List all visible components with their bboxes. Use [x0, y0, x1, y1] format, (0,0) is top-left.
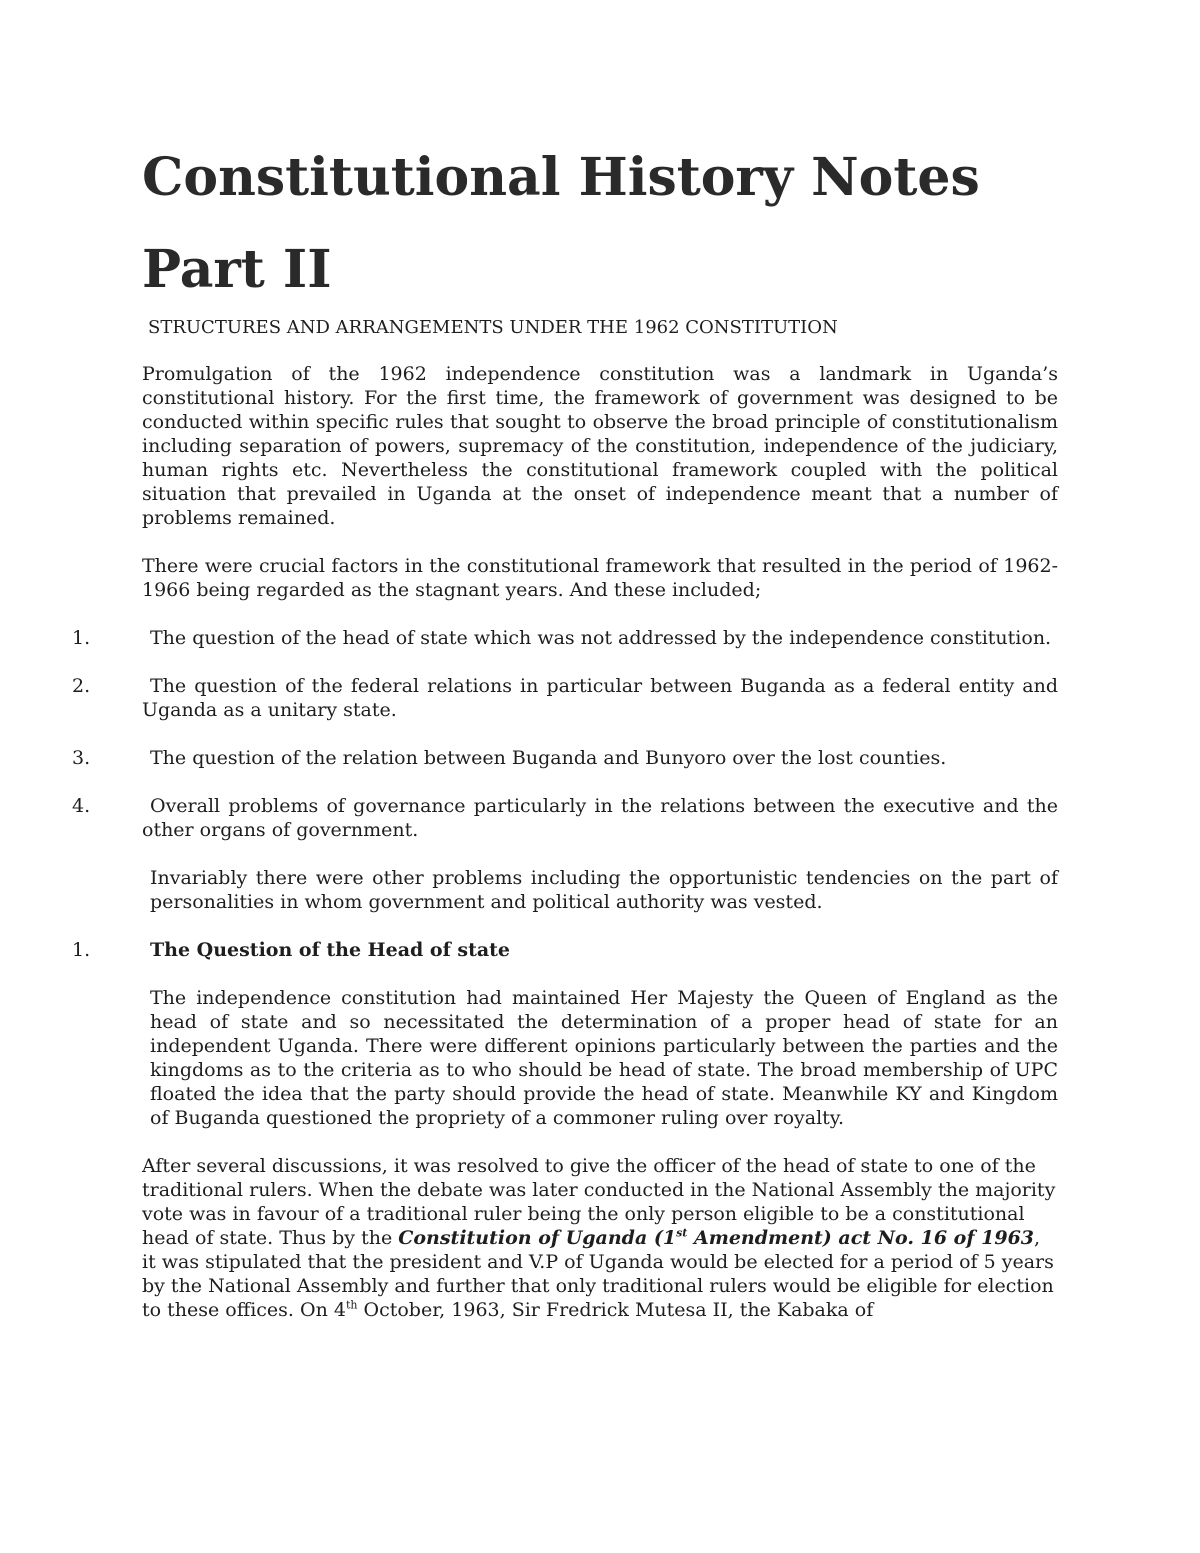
title-line-1: Constitutional History Notes [142, 147, 980, 208]
list-item [72, 794, 1058, 842]
paragraph-head-of-state: The independence constitution had maintained Her Majesty the Queen of England as the head of state and so necessitated the determination of a proper head of state for an independent Uganda. There were different opinions particularly between the parties and the kingdoms as to the criteria as to who should be head of state. The broad membership of UPC floated the idea that the party should provide the head of state. Meanwhile KY and Kingdom of Buganda questioned the propriety of a commoner ruling over royalty. [150, 987, 1058, 1129]
resolution-text-a: After several discussions, it was resolved to give the officer of the head of state to one of the traditional rulers. When the debate was later conducted in the National Assembly the majority vote was in favour of a traditional ruler being the only person eligible to be a constitutional head of state. Thus by the [142, 1155, 1056, 1249]
act-citation-part-2: Amendment) act No. 16 of 1963 [687, 1227, 1035, 1249]
list-number: 4. [72, 795, 91, 817]
resolution-text-c: October, 1963, Sir Fredrick Mutesa II, the Kabaka of [357, 1299, 874, 1321]
document-title [142, 132, 1102, 316]
title-line-2: Part II [142, 239, 332, 300]
section-heading [72, 938, 1058, 962]
list-item [72, 626, 1058, 650]
list-number: 2. [72, 675, 91, 697]
paragraph-resolution [142, 1154, 1058, 1322]
act-citation-part-1: Constitution of Uganda (1 [398, 1227, 677, 1249]
list-text: The question of the relation between Buganda and Bunyoro over the lost counties. [150, 747, 947, 769]
list-item [72, 674, 1058, 722]
list-number: 1. [72, 627, 91, 649]
list-number: 3. [72, 747, 91, 769]
date-ordinal-suffix: th [345, 1298, 358, 1312]
list-text: The question of the head of state which was not addressed by the independence constitution. [150, 627, 1052, 649]
section-number: 1. [72, 939, 91, 961]
section-subheading: STRUCTURES AND ARRANGEMENTS UNDER THE 1962 CONSTITUTION [148, 317, 838, 338]
section-heading-text: The Question of the Head of state [150, 939, 511, 961]
act-citation [398, 1227, 1034, 1249]
list-text: Overall problems of governance particularly in the relations between the executive and the other organs of government. [142, 795, 1058, 841]
list-item [72, 746, 1058, 770]
paragraph-factors: There were crucial factors in the constitutional framework that resulted in the period of 1962-1966 being regarded as the stagnant years. And these included; [142, 555, 1058, 601]
resolution-text-b: , it was stipulated that the president and V.P of Uganda would be elected for a period of 5 years by the National Assembly and further that only traditional rulers would be eligible for election to these offices. On 4 [142, 1227, 1054, 1321]
paragraph-other-problems: Invariably there were other problems including the opportunistic tendencies on the part of personalities in whom government and political authority was vested. [150, 867, 1058, 913]
document-body [72, 316, 1058, 1346]
paragraph-intro: Promulgation of the 1962 independence constitution was a landmark in Uganda’s constitutional history. For the first time, the framework of government was designed to be conducted within specific rules that sought to observe the broad principle of constitutionalism including separation of powers, supremacy of the constitution, independence of the judiciary, human rights etc. Nevertheless the constitutional framework coupled with the political situation that prevailed in Uganda at the onset of independence meant that a number of problems remained. [142, 363, 1058, 529]
act-ordinal-suffix: st [676, 1226, 688, 1240]
list-text: The question of the federal relations in particular between Buganda as a federal entity and Uganda as a unitary state. [142, 675, 1058, 721]
